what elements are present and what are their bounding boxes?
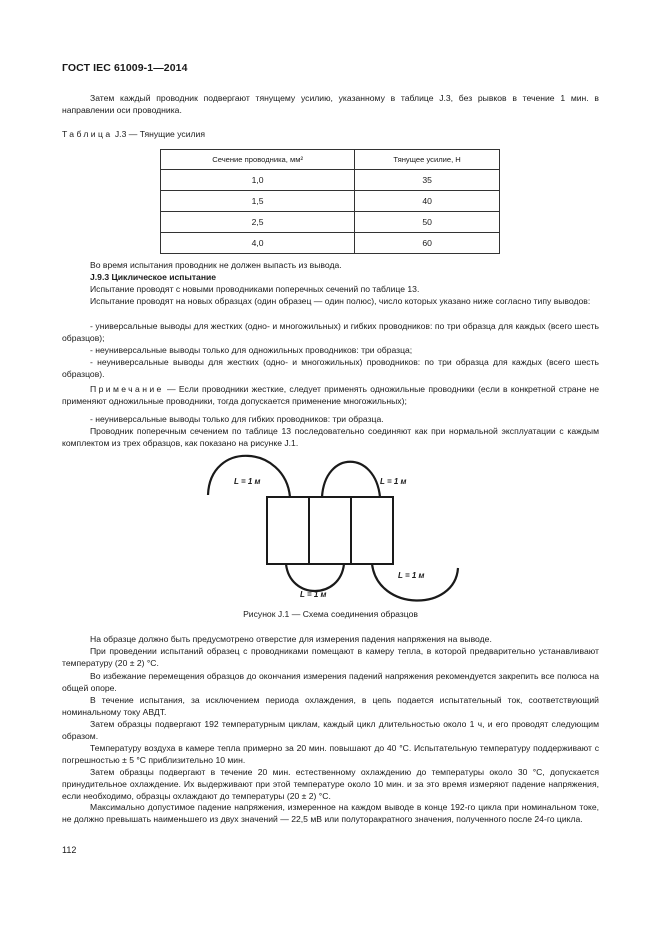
cell-section: 4,0	[161, 233, 355, 254]
specimen-box-3	[351, 497, 393, 564]
header-pull-force: Тянущее усилие, Н	[355, 150, 500, 170]
body-paragraph: Затем образцы подвергают 192 температурным циклам, каждый цикл длительностью около 1 ч, и его проводят следующим образом.	[62, 719, 599, 742]
body-paragraph: При проведении испытаний образец с проводниками помещают в камеру тепла, в которой предварительно устанавливают температуру (20 ± 2) °С.	[62, 646, 599, 669]
loop-label: L = 1 м	[234, 477, 261, 486]
intro-paragraph: Затем каждый проводник подвергают тянущему усилию, указанному в таблице J.3, без рывков в течение 1 мин. в направлении оси проводника.	[62, 93, 599, 116]
body-paragraph: Во избежание перемещения образцов до окончания измерения падений напряжения рекомендуется закрепить все полюса на общей опоре.	[62, 671, 599, 694]
cell-force: 50	[355, 212, 500, 233]
cyclic-paragraph: Испытание проводят на новых образцах (один образец — один полюс), число которых указано ниже согласно типу выводов:	[90, 296, 591, 306]
cell-section: 1,5	[161, 191, 355, 212]
list-item: - неуниверсальные выводы для жестких (одно- и многожильных) проводников: по три образца для каждых (всего шесть образцов).	[62, 357, 599, 380]
body-paragraph: В течение испытания, за исключением периода охлаждения, в цепь подается испытательный ток, соответствующий номинальному току АВДТ.	[62, 695, 599, 718]
page-number: 112	[62, 845, 77, 855]
table-caption-prefix: Таблица	[62, 129, 113, 139]
list-item: - неуниверсальные выводы только для одножильных проводников: три образца;	[90, 345, 413, 355]
note-label: Примечание	[90, 384, 164, 394]
loop-label: L = 1 м	[300, 590, 327, 599]
cyclic-paragraph: Испытание проводят с новыми проводниками поперечных сечений по таблице 13.	[90, 284, 420, 294]
specimen-boxes	[267, 497, 393, 564]
cell-force: 35	[355, 170, 500, 191]
list-item: - универсальные выводы для жестких (одно- и многожильных) и гибких проводников: по три образца для каждых (всего шесть образцов);	[62, 321, 599, 344]
specimen-box-2	[309, 497, 351, 564]
cell-force: 60	[355, 233, 500, 254]
body-paragraph: Затем образцы подвергают в течение 20 мин. естественному охлаждению до температуры около 30 °С, допускается принудительное охлаждение. Их выдерживают при этой температуре около 10 мин. и за это время измеряют падение напряжения, если необходимо, образцы охлаждают до температуры (20 ± 2) °С.	[62, 767, 599, 802]
body-paragraph: Температуру воздуха в камере тепла примерно за 20 мин. повышают до 40 °С. Испытательную температуру поддерживают с погрешностью ± 5 °С приблизительно 10 мин.	[62, 743, 599, 766]
cell-section: 1,0	[161, 170, 355, 191]
body-paragraph: Максимально допустимое падение напряжения, измеренное на каждом выводе в конце 192-го цикла при номинальном токе, не должно превышать наименьшего из двух значений — 22,5 мВ или полуторакратного значения, полученного после 24-го цикла.	[62, 802, 599, 825]
loop-label: L = 1 м	[398, 571, 425, 580]
conductor-loop-bottom-right	[372, 564, 458, 601]
header-cross-section: Сечение проводника, мм²	[161, 150, 355, 170]
document-header: ГОСТ IEC 61009-1—2014	[62, 62, 188, 74]
body-paragraph: На образце должно быть предусмотрено отверстие для измерения падения напряжения на выводе.	[90, 634, 492, 644]
connection-paragraph: Проводник поперечным сечением по таблице 13 последовательно соединяют как при нормальной эксплуатации с каждым комплектом из трех образцов, как показано на рисунке J.1.	[62, 426, 599, 449]
conductor-loop-bottom-left	[286, 564, 344, 591]
section-heading: J.9.3 Циклическое испытание	[90, 272, 217, 282]
cell-section: 2,5	[161, 212, 355, 233]
note-text: — Если проводники жесткие, следует применять одножильные проводники (если в конкретной стране не применяют одножильные проводники, тогда допускается применение многожильных);	[62, 384, 599, 407]
loop-label: L = 1 м	[380, 477, 407, 486]
after-table-paragraph: Во время испытания проводник не должен выпасть из вывода.	[90, 260, 342, 270]
conductor-loop-top-middle	[322, 462, 380, 497]
specimen-box-1	[267, 497, 309, 564]
figure-caption: Рисунок J.1 — Схема соединения образцов	[243, 609, 418, 619]
cell-force: 40	[355, 191, 500, 212]
list-item: - неуниверсальные выводы только для гибких проводников: три образца.	[90, 414, 384, 424]
table-caption-text: J.3 — Тянущие усилия	[112, 129, 205, 139]
